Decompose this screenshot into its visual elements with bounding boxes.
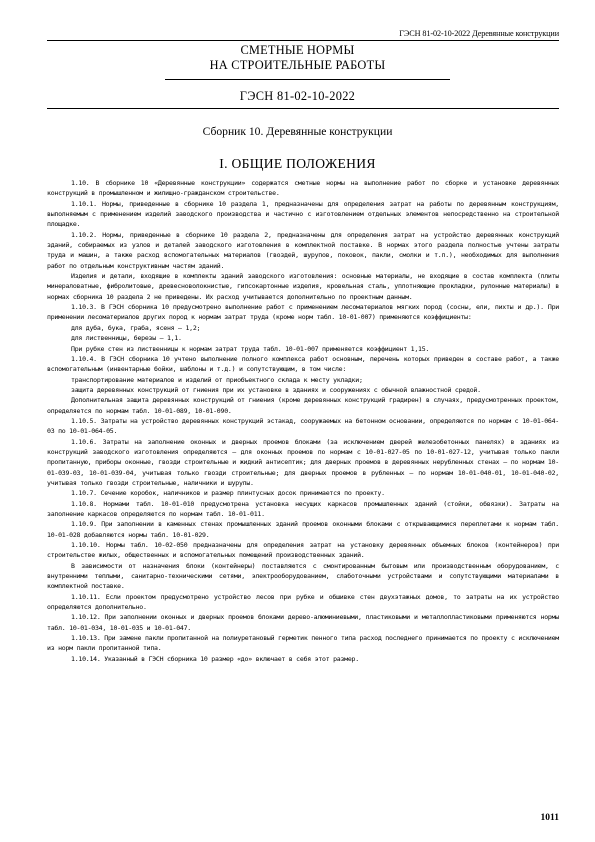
paragraph: Изделия и детали, входящие в комплекты зданий заводского изготовления: основные материалы, не входящие в состав комплекта (плиты минераловатные, фибролитовые, древесноволокнистые, гипсокартонные изделия, кровельная сталь, уплотняющие прокладки, рулонные материалы) в нормах сборника 10 раздела 2 не приведены. Их расход учитывается дополнительно по проектным данным. [47,272,559,301]
paragraph: 1.10.6. Затраты на заполнение оконных и дверных проемов блоками (за исключением дверей железобетонных панелях) в зданиях из конструкций заводского изготовления определяются – для оконных проемов по нормам с 10-01-027-05 по 10-01-027-12, учитывая только пакли пропитанную, приборы оконные, гвозди строительные и жидкий антисептик; для дверных проемов в деревянных нерубленных стенах – по нормам 10-01-039-03, 10-01-039-04, учитывая только гвозди строительные; для дверных проемов в рубленных – по нормам 10-01-040-01, 10-01-040-02, учитывая только гвозди строительные, наличники и шурупы. [47,437,559,487]
paragraph: 1.10.1. Нормы, приведенные в сборнике 10 раздела 1, предназначены для определения затрат на работы по деревянным конструкциям, выполняемым с применением изделий заводского производства и частично с изготовлением отдельных элементов непосредственно на строительной площадке. [47,199,559,229]
document-title [0,43,595,73]
code-rule [47,108,559,109]
document-code: ГЭСН 81-02-10-2022 [239,89,356,103]
paragraph: для лиственницы, березы – 1,1. [71,334,182,343]
running-header: ГЭСН 81-02-10-2022 Деревянные конструкции [399,29,559,38]
paragraph: для дуба, бука, граба, ясеня – 1,2; [71,323,201,332]
title-line-1: СМЕТНЫЕ НОРМЫ [240,43,355,57]
paragraph: транспортирование материалов и изделий от приобъектного склада к месту укладки; [71,375,363,384]
title-line-2: НА СТРОИТЕЛЬНЫЕ РАБОТЫ [209,58,386,72]
paragraph: 1.10.3. В ГЭСН сборника 10 предусмотрено выполнение работ с применением лесоматериалов мягких пород (сосны, ели, пихты и др.). При применении лесоматериалов других пород к нормам затрат труда (кроме норм табл. 10-01-007) применяются коэффициенты: [47,303,559,322]
paragraph: 1.10.5. Затраты на устройство деревянных конструкций эстакад, сооружаемых на бетонном основании, определяются по нормам с 10-01-064-03 по 10-01-064-05. [47,416,559,436]
paragraph: 1.10. В сборнике 10 «Деревянные конструкции» содержатся сметные нормы на выполнение работ по сборке и установке деревянных конструкций в промышленном и жилищно-гражданском строительстве. [47,179,559,198]
paragraph: В зависимости от назначения блоки (контейнеры) поставляются с смонтированным бытовым или производственным оборудованием, с внутренними теплыми, санитарно-техническими сетями, электрооборудованием, слаботочными устройствами и сопутствующими материалами в комплектной поставке. [47,561,559,591]
paragraph: 1.10.12. При заполнении оконных и дверных проемов блоками дерево-алюминиевыми, пластиковыми и металлопластиковыми применяются нормы табл. 10-01-034, 10-01-035 и 10-01-047. [47,613,559,632]
title-rule [165,79,450,80]
paragraph: При рубке стен из лиственницы к нормам затрат труда табл. 10-01-007 применяется коэффициент 1,15. [71,344,430,353]
paragraph: 1.10.10. Нормы табл. 10-02-050 предназначены для определения затрат на установку деревянных объемных блоков (контейнеров) при строительстве жилых, общественных и вспомогательных помещений производственных зданий. [47,541,559,560]
paragraph: Дополнительная защита деревянных конструкций от гниения (кроме деревянных конструкций градирен) в случаях, предусмотренных проектом, определяется по нормам табл. 10-01-089, 10-01-090. [47,396,559,415]
paragraph: 1.10.14. Указанный в ГЭСН сборника 10 размер «до» включает в себя этот размер. [71,654,359,663]
paragraph: 1.10.7. Сечение коробок, наличников и размер плинтусных досок принимается по проекту. [71,489,385,498]
body-text [47,178,559,664]
paragraph: 1.10.8. Нормами табл. 10-01-010 предусмотрена установка несущих каркасов промышленных зданий (стойки, обвязки). Затраты на заполнение каркасов определяются по нормам табл. 10-01-011. [47,499,559,518]
section-heading: I. ОБЩИЕ ПОЛОЖЕНИЯ [219,156,376,171]
paragraph: 1.10.9. При заполнении в каменных стенах промышленных зданий проемов оконными блоками с открывающимися переплетами к нормам табл. 10-01-028 добавляются нормы табл. 10-01-029. [47,520,559,539]
collection-title: Сборник 10. Деревянные конструкции [202,125,393,138]
paragraph: 1.10.11. Если проектом предусмотрено устройство лесов при рубке и обшивке стен двухэтажных домов, то затраты на их устройство определяются дополнительно. [47,592,559,612]
paragraph: 1.10.4. В ГЭСН сборника 10 учтено выполнение полного комплекса работ основным, перечень которых приведен в составе работ, а также вспомогательным (инвентарные бойки, шаблоны и т.д.) и сопутствующим, в том числе: [47,354,559,374]
paragraph: 1.10.2. Нормы, приведенные в сборнике 10 раздела 2, предназначены для определения затрат на устройство деревянных конструкций зданий, собираемых из узлов и деталей заводского изготовления в комплектной поставке. В нормах этого раздела полностью учтены затраты труда и машин, а также расход вспомогательных материалов (гвоздей, шурупов, поковок, пакли, смолки и т.п.), необходимых для выполнения работ по отдельным конструктивным частям зданий. [47,230,559,270]
page-number: 1011 [540,813,559,823]
top-rule [47,40,559,41]
paragraph: 1.10.13. При замене пакли пропитанной на полиуретановый герметик пенного типа расход последнего принимается по проекту с исключением из норм пакли пропитанной типа. [47,634,559,653]
paragraph: защита деревянных конструкций от гниения при их установке в зданиях и сооружениях с обычной влажностной средой. [71,385,481,394]
